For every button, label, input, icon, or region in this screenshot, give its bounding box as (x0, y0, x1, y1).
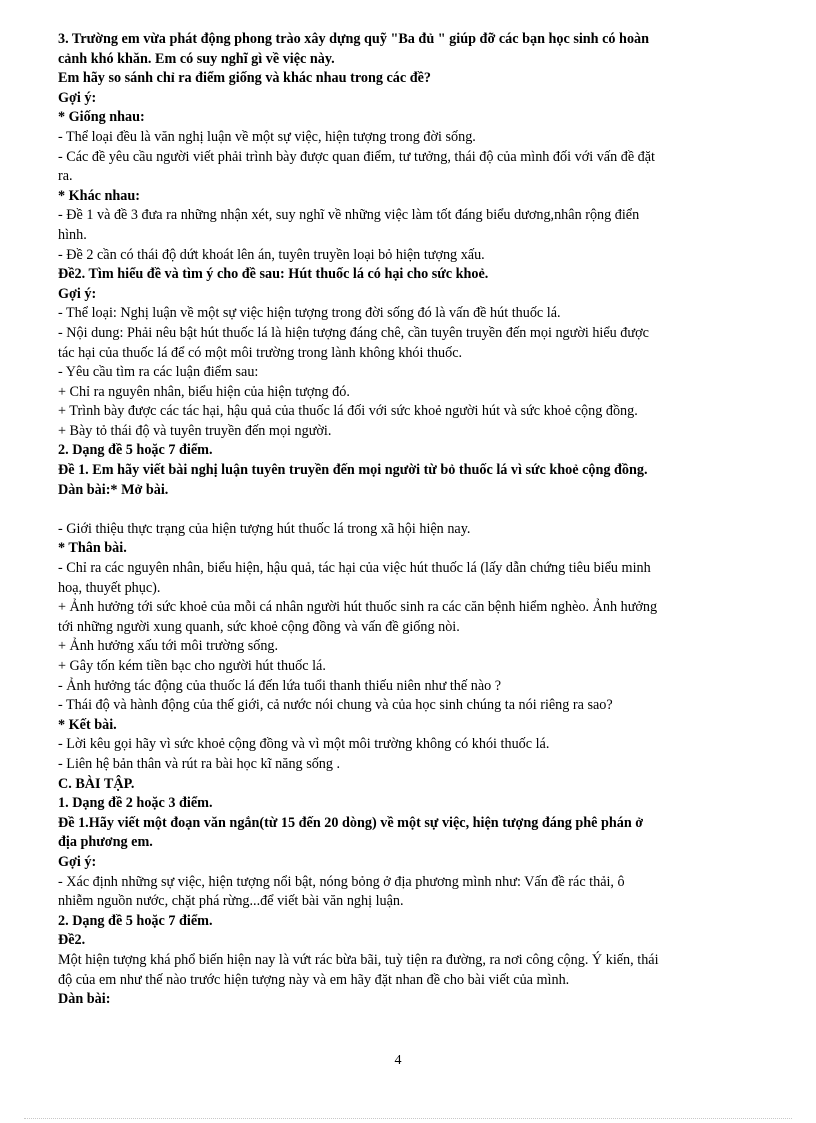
page-bottom-dotted-rule (24, 1118, 792, 1119)
text-line: - Đề 2 cần có thái độ dứt khoát lên án, tuyên truyền loại bỏ hiện tượng xấu. (58, 246, 485, 263)
text-line: hình. (58, 226, 87, 243)
text-line: độ của em như thế nào trước hiện tượng này và em hãy đặt nhan đề cho bài viết của mình. (58, 971, 570, 988)
heading-line: Đề 1.Hãy viết một đoạn văn ngắn(từ 15 đến 20 dòng) về một sự việc, hiện tượng đáng phê phán ở (58, 814, 644, 831)
heading-line: địa phương em. (58, 834, 153, 851)
text-line: - Thái độ và hành động của thế giới, cả nước nói chung và của học sinh chúng ta nói riêng ra sao? (58, 697, 613, 714)
heading-line: 1. Dạng đề 2 hoặc 3 điểm. (58, 795, 213, 812)
heading-line: 3. Trường em vừa phát động phong trào xây dựng quỹ "Ba đủ " giúp đỡ các bạn học sinh có hoàn (58, 31, 650, 47)
text-line: tác hại của thuốc lá để có một môi trường trong lành không khói thuốc. (58, 344, 463, 361)
text-line: - Thể loại: Nghị luận về một sự việc hiện tượng trong đời sống đó là vấn đề hút thuốc lá. (58, 305, 561, 322)
text-line: - Thể loại đều là văn nghị luận về một sự việc, hiện tượng trong đời sống. (58, 128, 476, 145)
heading-line: * Khác nhau: (58, 187, 140, 204)
text-line: - Ảnh hưởng tác động của thuốc lá đến lứa tuổi thanh thiếu niên như thế nào ? (58, 677, 502, 694)
text-line: + Trình bày được các tác hại, hậu quả của thuốc lá đối với sức khoẻ người hút và sức khoẻ cộng đồng. (58, 403, 638, 420)
heading-line: Gợi ý: (58, 853, 97, 870)
heading-line: * Kết bài. (58, 716, 117, 733)
heading-line: 2. Dạng đề 5 hoặc 7 điểm. (58, 442, 213, 459)
heading-line: Dàn bài:* Mở bài. (58, 481, 169, 498)
heading-line: Gợi ý: (58, 285, 97, 302)
text-line: - Liên hệ bản thân và rút ra bài học kĩ năng sống . (58, 755, 341, 772)
text-line: + Ảnh hưởng tới sức khoẻ của mỗi cá nhân người hút thuốc sinh ra các căn bệnh hiểm nghèo. Ảnh hưởng (58, 599, 658, 616)
text-line: + Ảnh hưởng xấu tới môi trường sống. (58, 638, 279, 655)
heading-line: * Thân bài. (58, 540, 127, 557)
heading-line: 2. Dạng đề 5 hoặc 7 điểm. (58, 912, 213, 929)
text-line: - Xác định những sự việc, hiện tượng nổi bật, nóng bỏng ở địa phương mình như: Vấn đề rác thải, ô (58, 873, 625, 890)
heading-line: * Giống nhau: (58, 109, 145, 126)
heading-line: Gợi ý: (58, 89, 97, 106)
heading-line: Em hãy so sánh chỉ ra điểm giống và khác nhau trong các đề? (58, 70, 431, 87)
text-line: + Gây tốn kém tiền bạc cho người hút thuốc lá. (58, 658, 326, 674)
text-line: tới những người xung quanh, sức khoẻ cộng đồng và vấn đề giống nòi. (58, 618, 460, 635)
text-line: hoạ, thuyết phục). (58, 579, 161, 596)
text-line: Một hiện tượng khá phổ biến hiện nay là vứt rác bừa bãi, tuỳ tiện ra đường, ra nơi công cộng. Ý kiến, thái (58, 951, 659, 968)
text-line: - Lời kêu gọi hãy vì sức khoẻ cộng đồng và vì một môi trường không có khói thuốc lá. (58, 736, 550, 753)
text-line: - Chỉ ra các nguyên nhân, biểu hiện, hậu quả, tác hại của việc hút thuốc lá (lấy dẫn chứng tiêu biểu minh (58, 560, 651, 577)
heading-line: Đề2. (58, 932, 86, 949)
heading-line: cảnh khó khăn. Em có suy nghĩ gì về việc này. (58, 50, 335, 67)
document-body (58, 30, 738, 1010)
text-line: - Nội dung: Phải nêu bật hút thuốc lá là hiện tượng đáng chê, cần tuyên truyền đến mọi người hiểu được (58, 324, 649, 341)
text-line: ra. (58, 168, 73, 185)
heading-line: Đề2. Tìm hiểu đề và tìm ý cho đề sau: Hút thuốc lá có hại cho sức khoẻ. (58, 266, 489, 283)
text-line: + Bày tỏ thái độ và tuyên truyền đến mọi người. (58, 422, 332, 439)
blank-line (58, 500, 738, 520)
text-line: nhiễm nguồn nước, chặt phá rừng...để viết bài văn nghị luận. (58, 893, 404, 910)
heading-line: Dàn bài: (58, 991, 111, 1008)
text-line: - Giới thiệu thực trạng của hiện tượng hút thuốc lá trong xã hội hiện nay. (58, 520, 471, 537)
heading-line: Đề 1. Em hãy viết bài nghị luận tuyên truyền đến mọi người từ bỏ thuốc lá vì sức khoẻ cộng đồng. (58, 462, 648, 479)
text-line: - Đề 1 và đề 3 đưa ra những nhận xét, suy nghĩ về những việc làm tốt đáng biểu dương,nhân rộng điển (58, 207, 640, 224)
text-line: - Các đề yêu cầu người viết phải trình bày được quan điểm, tư tưởng, thái độ của mình đối với vấn đề đặt (58, 148, 655, 165)
text-line: - Yêu cầu tìm ra các luận điểm sau: (58, 364, 259, 381)
page-number: 4 (394, 1053, 402, 1068)
heading-line: C. BÀI TẬP. (58, 775, 135, 792)
text-line: + Chỉ ra nguyên nhân, biểu hiện của hiện tượng đó. (58, 383, 350, 400)
